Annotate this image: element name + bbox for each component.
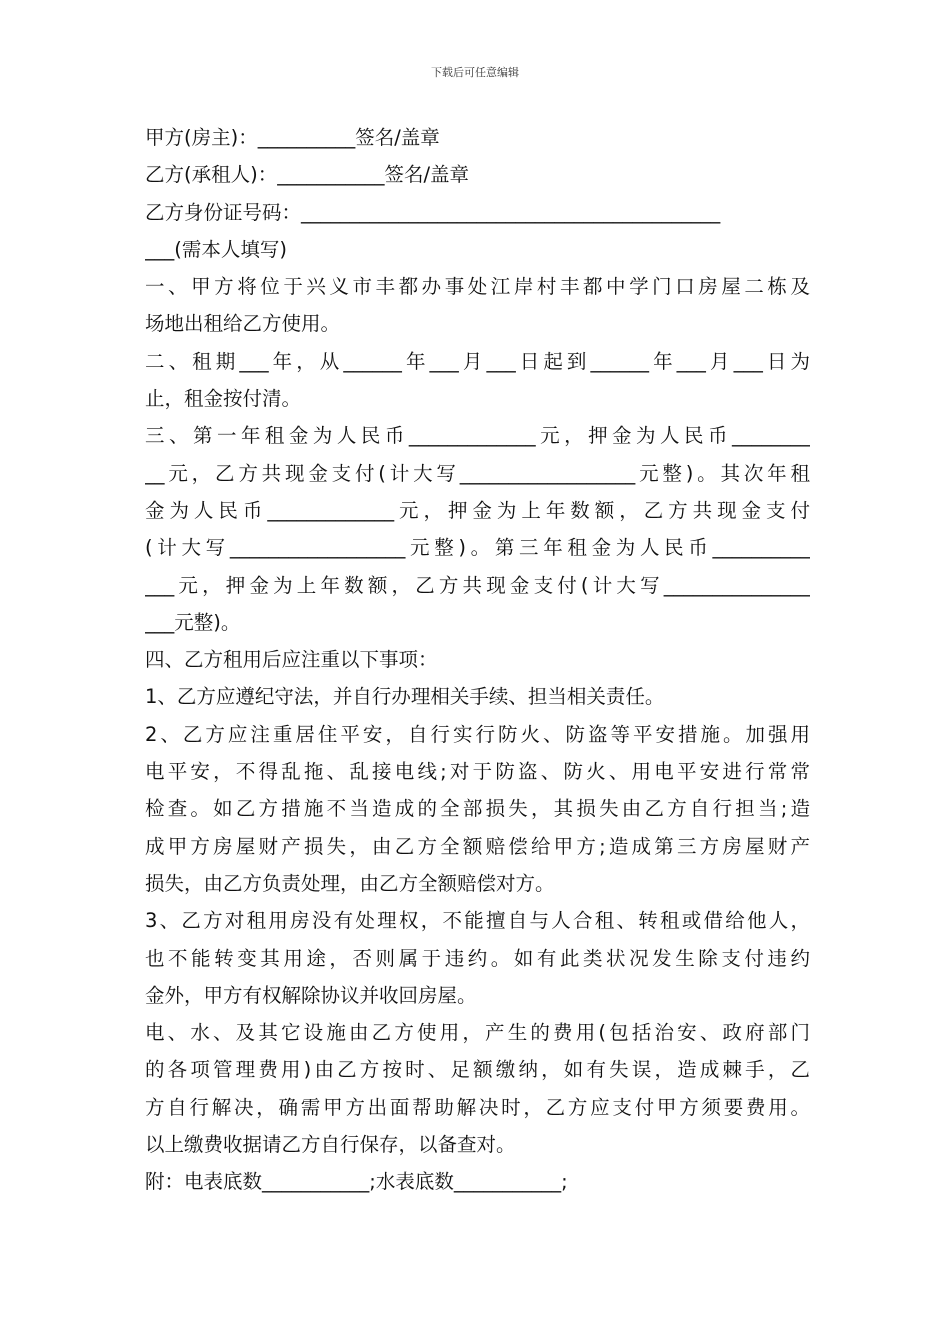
clause-4-heading: 四、乙方租用后应注重以下事项： (145, 648, 438, 672)
clause-3-line-6: ___元整)。 (145, 610, 241, 634)
tenant-id-line-cont: ___(需本人填写) (145, 237, 287, 261)
item-2-line-5: 损失，由乙方负责处理，由乙方全额赔偿对方。 (145, 871, 555, 895)
utilities-line-4: 以上缴费收据请乙方自行保存，以备查对。 (145, 1133, 516, 1157)
item-3-line-1: 3、乙方对租用房没有处理权，不能擅自与人合租、转租或借给他人， (145, 909, 810, 933)
item-2-line-1: 2、乙方应注重居住平安，自行实行防火、防盗等平安措施。加强用 (145, 722, 810, 746)
clause-2-line-1: 二、租期___年，从______年___月___日起到______年___月___日为 (145, 349, 810, 373)
clause-1-line-1: 一、甲方将位于兴义市丰都办事处江岸村丰都中学门口房屋二栋及 (145, 275, 810, 299)
clause-1-line-2: 场地出租给乙方使用。 (145, 312, 341, 336)
tenant-id-line: 乙方身份证号码：___________________________________________ (145, 200, 721, 224)
utilities-line-2: 的各项管理费用)由乙方按时、足额缴纳，如有失误，造成棘手，乙 (145, 1058, 810, 1082)
landlord-signature-line: 甲方(房主)：__________签名/盖章 (145, 126, 440, 149)
item-3-line-2: 也不能转变其用途，否则属于违约。如有此类状况发生除支付违约 (145, 946, 810, 970)
item-2-line-4: 成甲方房屋财产损失，由乙方全额赔偿给甲方;造成第三方房屋财产 (145, 834, 810, 858)
item-1: 1、乙方应遵纪守法，并自行办理相关手续、担当相关责任。 (145, 685, 665, 709)
item-2-line-3: 检查。如乙方措施不当造成的全部损失，其损失由乙方自行担当;造 (145, 797, 810, 821)
item-3-line-3: 金外，甲方有权解除协议并收回房屋。 (145, 983, 477, 1007)
meter-readings-line: 附：电表底数___________;水表底数___________; (145, 1170, 568, 1194)
clause-3-line-1: 三、第一年租金为人民币_____________元，押金为人民币________ (145, 424, 810, 448)
contract-body (145, 119, 810, 1201)
clause-3-line-3: 金为人民币_____________元，押金为上年数额，乙方共现金支付 (145, 498, 810, 522)
page-header-note: 下载后可任意编辑 (431, 66, 519, 79)
utilities-line-1: 电、水、及其它设施由乙方使用，产生的费用(包括治安、政府部门 (145, 1021, 810, 1045)
clause-3-line-5: ___元，押金为上年数额，乙方共现金支付(计大写_______________ (145, 573, 810, 597)
tenant-signature-line: 乙方(承租人)：___________签名/盖章 (145, 163, 470, 187)
clause-2-line-2: 止，租金按付清。 (145, 387, 302, 411)
utilities-line-3: 方自行解决，确需甲方出面帮助解决时，乙方应支付甲方须要费用。 (145, 1095, 810, 1119)
clause-3-line-2: __元，乙方共现金支付(计大写__________________元整)。其次年租 (145, 461, 810, 485)
clause-3-line-4: (计大写__________________元整)。第三年租金为人民币__________ (145, 536, 810, 560)
item-2-line-2: 电平安，不得乱拖、乱接电线;对于防盗、防火、用电平安进行常常 (145, 760, 810, 784)
